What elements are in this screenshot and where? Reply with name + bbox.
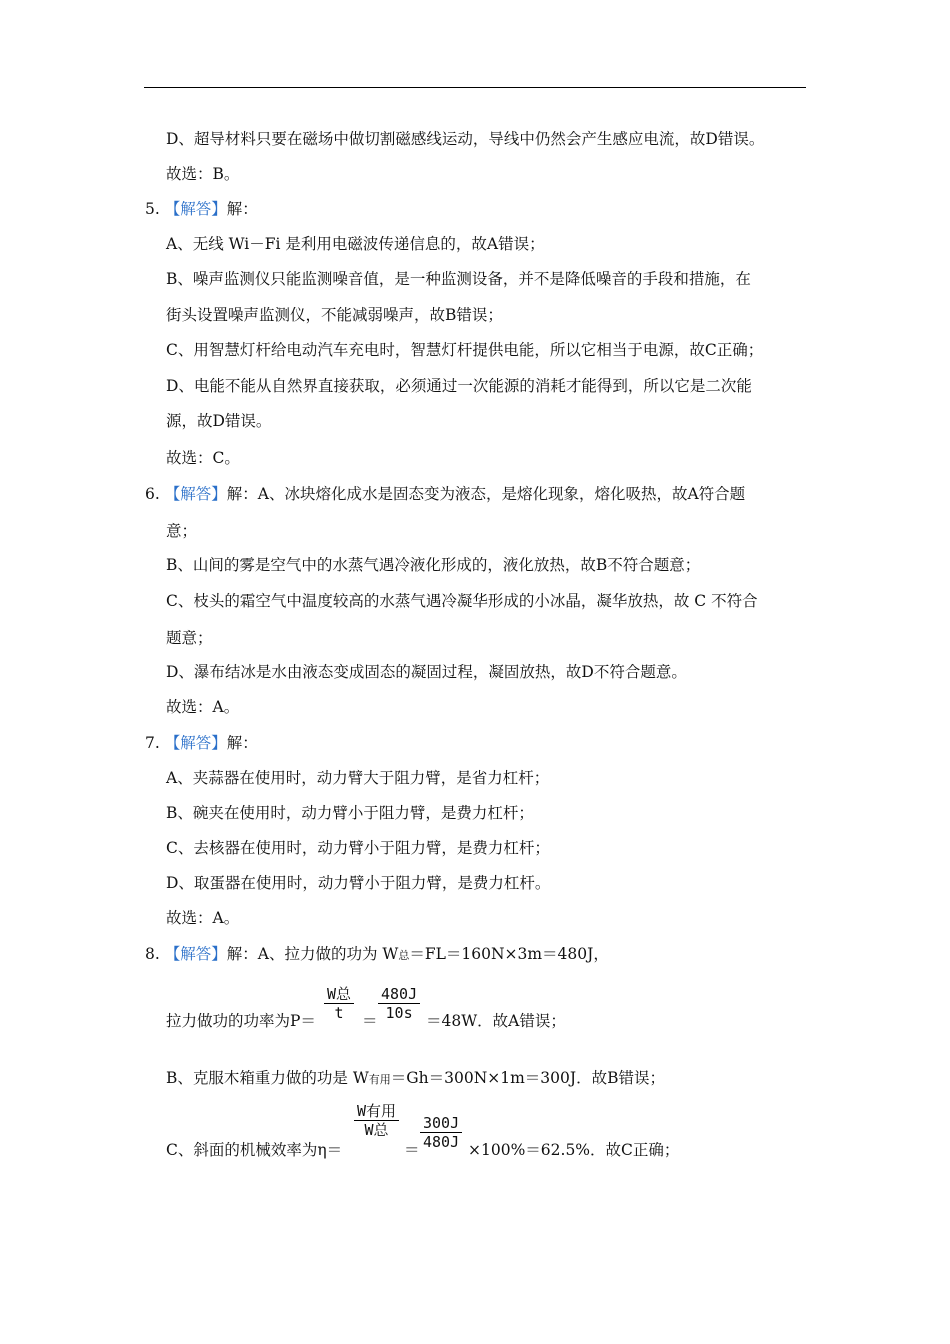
fraction-denominator: t — [334, 1004, 344, 1022]
q5-option-a: A、无线 Wi－Fi 是利用电磁波传递信息的，故A错误； — [166, 235, 545, 253]
subscript: 有用 — [368, 1073, 391, 1086]
question-intro: 解： — [226, 200, 258, 218]
q6-option-a-cont: 意； — [166, 522, 198, 540]
q8-heading — [145, 944, 609, 966]
q4-answer: 故选：B。 — [166, 165, 240, 183]
question-intro: 解： — [226, 734, 258, 752]
q5-heading — [145, 199, 258, 219]
fraction-denominator: 10s — [385, 1004, 413, 1022]
q8-efficiency-fraction-2 — [420, 1114, 462, 1151]
q8-power-suffix: ＝48W．故A错误； — [426, 1012, 566, 1030]
q8-c-prefix: C、斜面的机械效率为η＝ — [166, 1141, 343, 1159]
subscript: 总 — [398, 949, 410, 962]
q5-answer: 故选：C。 — [166, 449, 240, 467]
q5-option-d-line2: 源，故D错误。 — [166, 412, 272, 430]
question-number: 8. — [145, 945, 160, 963]
question-number: 5. — [145, 200, 160, 218]
q8-c-suffix: ×100%＝62.5%．故C正确； — [468, 1141, 680, 1159]
q7-option-a: A、夹蒜器在使用时，动力臂大于阻力臂，是省力杠杆； — [166, 769, 550, 787]
q6-heading — [145, 484, 745, 504]
q7-option-b: B、碗夹在使用时，动力臂小于阻力臂，是费力杠杆； — [166, 804, 534, 822]
question-intro: 解：A、拉力做的功为 W — [226, 945, 399, 963]
question-intro-tail: ＝FL＝160N×3m＝480J， — [409, 945, 609, 963]
fraction-denominator: 480J — [423, 1133, 460, 1151]
q6-option-c-line1: C、枝头的霜空气中温度较高的水蒸气遇冷凝华形成的小冰晶，凝华放热，故 C 不符合 — [166, 592, 758, 610]
q5-option-b-line1: B、噪声监测仪只能监测噪音值，是一种监测设备，并不是降低噪音的手段和措施，在 — [166, 270, 751, 288]
q8-power-equals: ＝ — [362, 1012, 378, 1030]
q6-option-d: D、瀑布结冰是水由液态变成固态的凝固过程，凝固放热，故D不符合题意。 — [166, 663, 687, 681]
solution-tag: 【解答】 — [164, 200, 227, 218]
q6-option-c-line2: 题意； — [166, 629, 213, 647]
q7-option-c: C、去核器在使用时，动力臂小于阻力臂，是费力杠杆； — [166, 839, 550, 857]
q8-power-prefix: 拉力做功的功率为P＝ — [166, 1012, 316, 1030]
q8-option-b — [166, 1068, 665, 1090]
header-rule — [144, 87, 806, 88]
q8-b-prefix: B、克服木箱重力做的功是 W — [166, 1069, 369, 1087]
fraction-numerator: 480J — [378, 985, 420, 1004]
fraction-numerator: W总 — [324, 985, 354, 1004]
q8-b-suffix: ＝Gh＝300N×1m＝300J．故B错误； — [390, 1069, 665, 1087]
q7-answer: 故选：A。 — [166, 909, 240, 927]
question-intro: 解：A、冰块熔化成水是固态变为液态，是熔化现象，熔化吸热，故A符合题 — [226, 485, 746, 503]
question-number: 6. — [145, 485, 160, 503]
solution-tag: 【解答】 — [164, 945, 227, 963]
q7-option-d: D、取蛋器在使用时，动力臂小于阻力臂，是费力杠杆。 — [166, 874, 551, 892]
fraction-numerator: 300J — [420, 1114, 462, 1133]
question-number: 7. — [145, 734, 160, 752]
fraction-numerator: W有用 — [354, 1102, 399, 1121]
q7-heading — [145, 733, 258, 753]
q5-option-b-line2: 街头设置噪声监测仪，不能减弱噪声，故B错误； — [166, 306, 503, 324]
q8-power-fraction-1 — [324, 985, 354, 1022]
fraction-denominator: W总 — [364, 1121, 389, 1139]
q4-option-d: D、超导材料只要在磁场中做切割磁感线运动，导线中仍然会产生感应电流，故D错误。 — [166, 130, 765, 148]
solution-tag: 【解答】 — [164, 734, 227, 752]
q8-efficiency-fraction-1 — [354, 1102, 399, 1139]
q8-c-equals: ＝ — [404, 1141, 420, 1159]
q6-answer: 故选：A。 — [166, 698, 240, 716]
solution-tag: 【解答】 — [164, 485, 227, 503]
q6-option-b: B、山间的雾是空气中的水蒸气遇冷液化形成的，液化放热，故B不符合题意； — [166, 556, 701, 574]
q5-option-d-line1: D、电能不能从自然界直接获取，必须通过一次能源的消耗才能得到，所以它是二次能 — [166, 377, 752, 395]
q5-option-c: C、用智慧灯杆给电动汽车充电时，智慧灯杆提供电能，所以它相当于电源，故C正确； — [166, 341, 764, 359]
q8-power-fraction-2 — [378, 985, 420, 1022]
